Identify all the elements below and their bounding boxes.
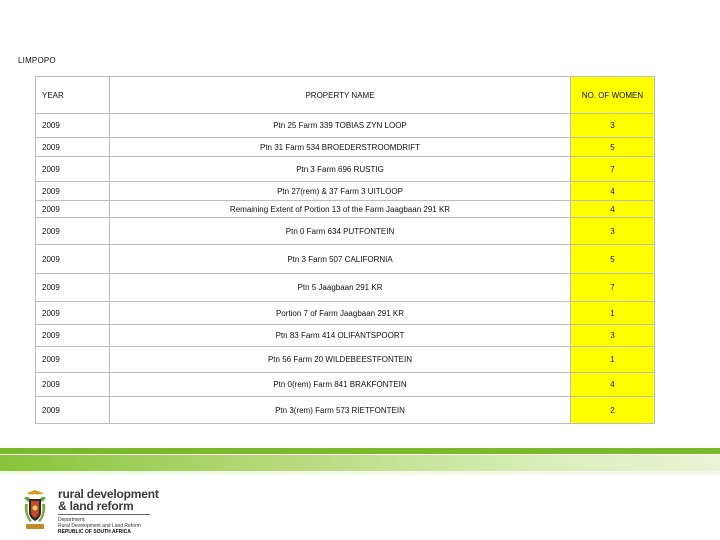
table-row: [36, 218, 655, 245]
cell-women: 4: [571, 373, 655, 397]
table-row: [36, 274, 655, 302]
cell-women: 7: [571, 274, 655, 302]
cell-property: Ptn 25 Farm 339 TOBIAS ZYN LOOP: [110, 114, 571, 138]
cell-year: 2009: [36, 347, 110, 373]
cell-property: Ptn 5 Jaagbaan 291 KR: [110, 274, 571, 302]
cell-year: 2009: [36, 114, 110, 138]
cell-women: 4: [571, 182, 655, 201]
cell-women: 5: [571, 138, 655, 157]
footer-light-bar: [0, 471, 720, 475]
footer-gradient-bar: [0, 455, 720, 471]
cell-year: 2009: [36, 325, 110, 347]
cell-women: 4: [571, 201, 655, 218]
cell-property: Ptn 0(rem) Farm 841 BRAKFONTEIN: [110, 373, 571, 397]
col-header-property: PROPERTY NAME: [110, 77, 571, 114]
cell-women: 5: [571, 245, 655, 274]
table-row: [36, 138, 655, 157]
cell-year: 2009: [36, 182, 110, 201]
cell-property: Ptn 56 Farm 20 WILDEBEESTFONTEIN: [110, 347, 571, 373]
cell-property: Ptn 27(rem) & 37 Farm 3 UITLOOP: [110, 182, 571, 201]
cell-women: 1: [571, 347, 655, 373]
country-name: REPUBLIC OF SOUTH AFRICA: [58, 529, 131, 535]
logo-divider: [58, 514, 150, 515]
cell-property: Ptn 3(rem) Farm 573 RIETFONTEIN: [110, 397, 571, 424]
cell-property: Remaining Extent of Portion 13 of the Farm Jaagbaan 291 KR: [110, 201, 571, 218]
cell-women: 2: [571, 397, 655, 424]
table-row: [36, 397, 655, 424]
table-row: [36, 114, 655, 138]
cell-property: Ptn 31 Farm 534 BROEDERSTROOMDRIFT: [110, 138, 571, 157]
cell-property: Ptn 0 Farm 634 PUTFONTEIN: [110, 218, 571, 245]
cell-year: 2009: [36, 274, 110, 302]
table-row: [36, 245, 655, 274]
cell-property: Ptn 3 Farm 507 CALIFORNIA: [110, 245, 571, 274]
table-row: [36, 157, 655, 182]
footer-green-bar: [0, 448, 720, 454]
table-row: [36, 373, 655, 397]
table-header-row: [36, 77, 655, 114]
dept-name: Rural Development and Land Reform: [58, 523, 141, 529]
logo-line2: & land reform: [58, 499, 134, 513]
cell-year: 2009: [36, 373, 110, 397]
col-header-year: YEAR: [36, 77, 110, 114]
cell-women: 7: [571, 157, 655, 182]
cell-property: Portion 7 of Farm Jaagbaan 291 KR: [110, 302, 571, 325]
property-table: [35, 76, 655, 424]
cell-property: Ptn 83 Farm 414 OLIFANTSPOORT: [110, 325, 571, 347]
cell-women: 3: [571, 114, 655, 138]
cell-year: 2009: [36, 302, 110, 325]
col-header-women: NO. OF WOMEN: [571, 77, 655, 114]
cell-property: Ptn 3 Farm 696 RUSTIG: [110, 157, 571, 182]
coat-of-arms-icon: [20, 488, 50, 532]
cell-year: 2009: [36, 201, 110, 218]
cell-year: 2009: [36, 245, 110, 274]
logo-line1: rural development: [58, 487, 159, 501]
table-row: [36, 325, 655, 347]
cell-year: 2009: [36, 138, 110, 157]
cell-year: 2009: [36, 397, 110, 424]
table-row: [36, 302, 655, 325]
dept-label: Department:: [58, 517, 86, 523]
table-row: [36, 201, 655, 218]
region-title: LIMPOPO: [18, 56, 56, 65]
table-row: [36, 182, 655, 201]
cell-year: 2009: [36, 157, 110, 182]
cell-women: 3: [571, 218, 655, 245]
cell-women: 1: [571, 302, 655, 325]
department-logo: [58, 488, 159, 535]
table-row: [36, 347, 655, 373]
cell-year: 2009: [36, 218, 110, 245]
cell-women: 3: [571, 325, 655, 347]
